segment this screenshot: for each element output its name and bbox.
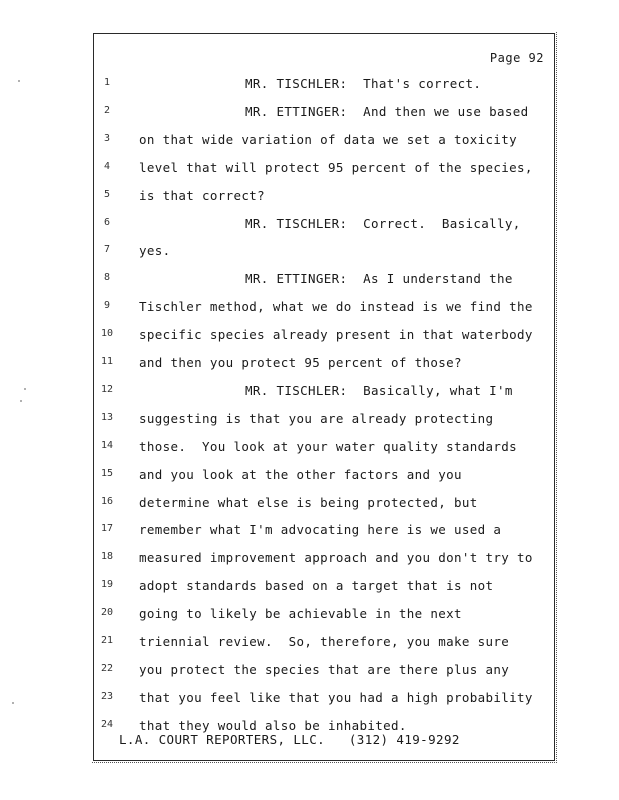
line-text: that you feel like that you had a high probability xyxy=(139,689,533,705)
line-text: and then you protect 95 percent of those? xyxy=(139,355,462,370)
line-text: adopt standards based on a target that is not xyxy=(139,578,494,594)
line-text: suggesting is that you are already protecting xyxy=(139,410,494,426)
transcript-line xyxy=(94,186,556,208)
line-number: 16 xyxy=(100,495,114,507)
line-number: 24 xyxy=(100,718,114,730)
line-number: 20 xyxy=(100,607,114,619)
line-number: 5 xyxy=(103,188,111,200)
line-text: yes. xyxy=(139,243,171,259)
line-number: 15 xyxy=(100,467,114,479)
line-text: triennial review. So, therefore, you make sure xyxy=(139,634,510,649)
transcript-line xyxy=(94,214,556,236)
line-text: MR. ETTINGER: And then we use based xyxy=(245,103,529,119)
transcript-line xyxy=(94,632,556,654)
line-text: level that will protect 95 percent of the species, xyxy=(139,159,533,175)
line-number: 11 xyxy=(100,356,114,367)
court-reporter-footer: L.A. COURT REPORTERS, LLC. (312) 419-9292 xyxy=(119,732,460,747)
line-number: 2 xyxy=(103,104,111,116)
line-text: you protect the species that are there plus any xyxy=(139,661,510,677)
line-number: 1 xyxy=(103,77,111,88)
line-text: is that correct? xyxy=(139,187,266,203)
line-text: remember what I'm advocating here is we used a xyxy=(139,522,502,538)
line-number: 9 xyxy=(103,300,111,312)
line-number: 7 xyxy=(103,244,111,256)
line-number: 17 xyxy=(100,523,114,535)
line-text: MR. TISCHLER: Correct. Basically, xyxy=(245,215,521,231)
line-number: 13 xyxy=(100,411,114,423)
transcript-line xyxy=(94,241,556,263)
transcript-line xyxy=(94,102,556,124)
line-number: 10 xyxy=(100,328,114,340)
transcript-line xyxy=(94,269,556,291)
line-text: MR. TISCHLER: Basically, what I'm xyxy=(245,382,513,398)
transcript-line xyxy=(94,381,556,403)
line-text: on that wide variation of data we set a toxicity xyxy=(139,131,518,147)
transcript-line xyxy=(94,409,556,431)
line-number: 12 xyxy=(100,383,114,395)
transcript-page xyxy=(93,33,555,761)
line-number: 19 xyxy=(100,579,114,591)
transcript-line xyxy=(94,660,556,682)
transcript-line xyxy=(94,520,556,542)
transcript-line xyxy=(94,716,556,738)
transcript-line xyxy=(94,604,556,626)
line-text: and you look at the other factors and you xyxy=(139,466,462,482)
transcript-line xyxy=(94,325,556,347)
line-number: 14 xyxy=(100,439,114,451)
line-text: determine what else is being protected, but xyxy=(139,494,478,510)
transcript-line xyxy=(94,688,556,710)
line-text: that they would also be inhabited. xyxy=(139,717,407,733)
line-text: MR. TISCHLER: That's correct. xyxy=(245,76,482,91)
line-number: 8 xyxy=(103,272,111,284)
transcript-line xyxy=(94,465,556,487)
transcript-line xyxy=(94,297,556,319)
line-text: MR. ETTINGER: As I understand the xyxy=(245,271,513,287)
line-number: 21 xyxy=(100,635,114,646)
transcript-line xyxy=(94,548,556,570)
transcript-line xyxy=(94,74,556,96)
transcript-line xyxy=(94,130,556,152)
line-number: 3 xyxy=(103,132,111,144)
line-number: 22 xyxy=(100,662,114,674)
transcript-line xyxy=(94,158,556,180)
line-number: 6 xyxy=(103,216,111,228)
line-number: 18 xyxy=(100,551,114,563)
page-number: Page 92 xyxy=(489,51,544,65)
line-text: those. You look at your water quality standards xyxy=(139,438,518,454)
line-number: 23 xyxy=(100,690,114,702)
transcript-line xyxy=(94,437,556,459)
transcript-line xyxy=(94,576,556,598)
line-number: 4 xyxy=(103,160,111,172)
line-text: specific species already present in that waterbody xyxy=(139,327,533,343)
line-text: going to likely be achievable in the next xyxy=(139,606,462,622)
transcript-line xyxy=(94,353,556,375)
line-text: Tischler method, what we do instead is we find the xyxy=(139,299,533,315)
line-text: measured improvement approach and you don't try to xyxy=(139,550,533,566)
transcript-line xyxy=(94,493,556,515)
